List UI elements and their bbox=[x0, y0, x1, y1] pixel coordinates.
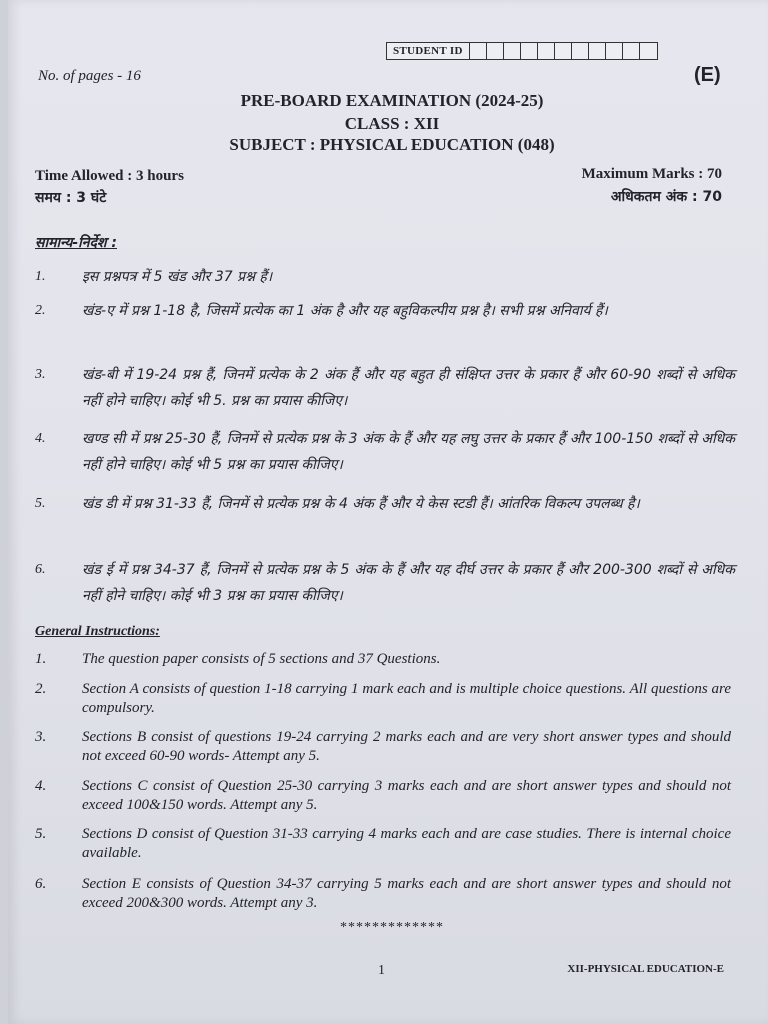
student-id-cell bbox=[623, 43, 640, 59]
class-title: CLASS : XII bbox=[344, 114, 440, 133]
instruction-text: खंड-बी में 19-24 प्रश्न हैं, जिनमें प्रत्येक के 2 अंक हैं और यह बहुत ही संक्षिप्त उत्तर के प्रकार हैं और 60-90 शब्दों से अधिक नहीं होने चाहिए। कोई भी 5. प्रश्न का प्रयास कीजिए। bbox=[82, 367, 735, 409]
instruction-text: इस प्रश्नपत्र में 5 खंड और 37 प्रश्न हैं। bbox=[82, 269, 273, 285]
instruction-number: 1. bbox=[35, 269, 46, 284]
subject-title: SUBJECT : PHYSICAL EDUCATION (048) bbox=[229, 135, 555, 154]
student-id-label: STUDENT ID bbox=[387, 43, 470, 59]
instruction-text: खंड-ए में प्रश्न 1-18 है, जिसमें प्रत्येक का 1 अंक है और यह बहुविकल्पीय प्रश्न है। सभी प्रश्न अनिवार्य हैं। bbox=[82, 303, 608, 319]
instruction-text: Sections C consist of Question 25-30 carrying 3 marks each and are short answer types and should not exceed 100&150 words. Attempt any 5. bbox=[82, 778, 731, 813]
student-id-cell bbox=[538, 43, 555, 59]
hindi-instructions-heading: सामान्य-निर्देश : bbox=[35, 235, 117, 251]
student-id-cells bbox=[470, 43, 657, 59]
instruction-number: 1. bbox=[35, 651, 47, 667]
instruction-number: 4. bbox=[35, 778, 47, 794]
max-marks-en: Maximum Marks : 70 bbox=[581, 166, 722, 182]
instruction-number: 2. bbox=[35, 681, 47, 697]
hindi-instruction bbox=[35, 298, 735, 324]
english-instruction bbox=[35, 777, 731, 815]
student-id-cell bbox=[589, 43, 606, 59]
max-marks-hi: अधिकतम अंक : 70 bbox=[610, 189, 722, 205]
exam-title: PRE-BOARD EXAMINATION (2024-25) bbox=[240, 91, 544, 110]
instruction-number: 5. bbox=[35, 496, 46, 511]
student-id-cell bbox=[487, 43, 504, 59]
student-id-cell bbox=[606, 43, 623, 59]
student-id-cell bbox=[555, 43, 572, 59]
end-stars: ************* bbox=[340, 920, 444, 935]
student-id-cell bbox=[470, 43, 487, 59]
hindi-instruction bbox=[35, 426, 735, 478]
instruction-text: खंड डी में प्रश्न 31-33 हैं, जिनमें से प्रत्येक प्रश्न के 4 अंक हैं और ये केस स्टडी हैं। आंतरिक विकल्प उपलब्ध है। bbox=[82, 496, 640, 512]
instruction-text: Section A consists of question 1-18 carrying 1 mark each and is multiple choice questions. All questions are compulsory. bbox=[82, 681, 731, 716]
instruction-text: खंड ई में प्रश्न 34-37 हैं, जिनमें से प्रत्येक प्रश्न के 5 अंक के हैं और यह दीर्घ उत्तर के प्रकार हैं और 200-300 शब्दों से अधिक नहीं होने चाहिए। कोई भी 3 प्रश्न का प्रयास कीजिए। bbox=[82, 562, 735, 604]
footer-code: XII-PHYSICAL EDUCATION-E bbox=[567, 963, 724, 975]
student-id-cell bbox=[572, 43, 589, 59]
page-count: No. of pages - 16 bbox=[38, 68, 141, 84]
time-allowed-hi: समय : 3 घंटे bbox=[35, 190, 107, 206]
instruction-number: 6. bbox=[35, 876, 47, 892]
instruction-text: Sections B consist of questions 19-24 carrying 2 marks each and are very short answer types and should not exceed 60-90 words- Attempt any 5. bbox=[82, 729, 731, 764]
page-number: 1 bbox=[378, 963, 385, 978]
instruction-text: The question paper consists of 5 sections and 37 Questions. bbox=[82, 651, 441, 667]
english-instruction bbox=[35, 825, 731, 863]
instruction-number: 4. bbox=[35, 431, 46, 446]
english-instruction bbox=[35, 680, 731, 718]
english-instruction bbox=[35, 875, 731, 913]
english-instruction bbox=[35, 728, 731, 766]
time-allowed-en: Time Allowed : 3 hours bbox=[35, 168, 184, 184]
student-id-cell bbox=[640, 43, 657, 59]
student-id-cell bbox=[521, 43, 538, 59]
instruction-number: 3. bbox=[35, 729, 47, 745]
general-instructions-heading: General Instructions: bbox=[35, 624, 160, 639]
instruction-number: 3. bbox=[35, 367, 46, 382]
hindi-instruction bbox=[35, 362, 735, 414]
exam-sheet bbox=[8, 0, 768, 1024]
instruction-number: 5. bbox=[35, 826, 47, 842]
student-id-box bbox=[386, 42, 658, 60]
instruction-number: 6. bbox=[35, 562, 46, 577]
hindi-instruction bbox=[35, 264, 735, 290]
hindi-instruction bbox=[35, 491, 735, 517]
instruction-number: 2. bbox=[35, 303, 46, 318]
instruction-text: Sections D consist of Question 31-33 carrying 4 marks each and are case studies. There is internal choice available. bbox=[82, 826, 731, 861]
instruction-text: Section E consists of Question 34-37 carrying 5 marks each and are short answer types and should not exceed 200&300 words. Attempt any 3. bbox=[82, 876, 731, 911]
english-instruction bbox=[35, 650, 731, 669]
instruction-text: खण्ड सी में प्रश्न 25-30 हैं, जिनमें से प्रत्येक प्रश्न के 3 अंक के हैं और यह लघु उत्तर के प्रकार हैं और 100-150 शब्दों से अधिक नहीं होने चाहिए। कोई भी 5 प्रश्न का प्रयास कीजिए। bbox=[82, 431, 735, 473]
student-id-cell bbox=[504, 43, 521, 59]
hindi-instruction bbox=[35, 557, 735, 609]
paper-set: (E) bbox=[694, 64, 721, 86]
